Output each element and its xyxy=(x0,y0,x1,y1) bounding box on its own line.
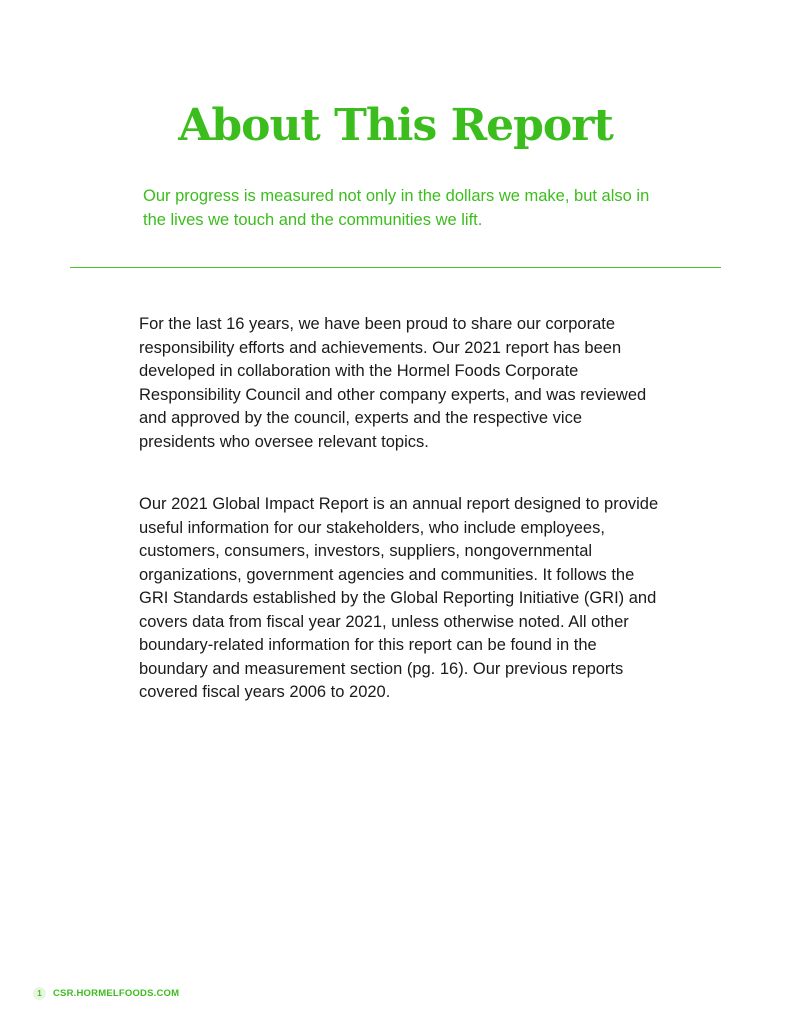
page-subtitle: Our progress is measured not only in the dollars we make, but also in the lives we touch and the communities we lift. xyxy=(143,187,650,229)
page-number-badge: 1 xyxy=(33,987,46,1000)
footer-website-link[interactable]: CSR.HORMELFOODS.COM xyxy=(53,987,180,999)
page-footer xyxy=(33,985,179,1001)
page-title: About This Report xyxy=(178,100,613,151)
body-paragraph-1: For the last 16 years, we have been proud to share our corporate responsibility efforts and achievements. Our 2021 report has been developed in collaboration with the Hormel Foods Corporate Responsibility Council and other company experts, and was reviewed and approved by the council, experts and the respective vice presidents who oversee relevant topics. xyxy=(139,315,647,451)
section-divider xyxy=(70,267,721,268)
body-paragraph-2: Our 2021 Global Impact Report is an annual report designed to provide useful information for our stakeholders, who include employees, customers, consumers, investors, suppliers, nongovernmental organizations, government agencies and communities. It follows the GRI Standards established by the Global Reporting Initiative (GRI) and covers data from fiscal year 2021, unless otherwise noted. All other boundary-related information for this report can be found in the boundary and measurement section (pg. 16). Our previous reports covered fiscal years 2006 to 2020. xyxy=(139,495,659,701)
